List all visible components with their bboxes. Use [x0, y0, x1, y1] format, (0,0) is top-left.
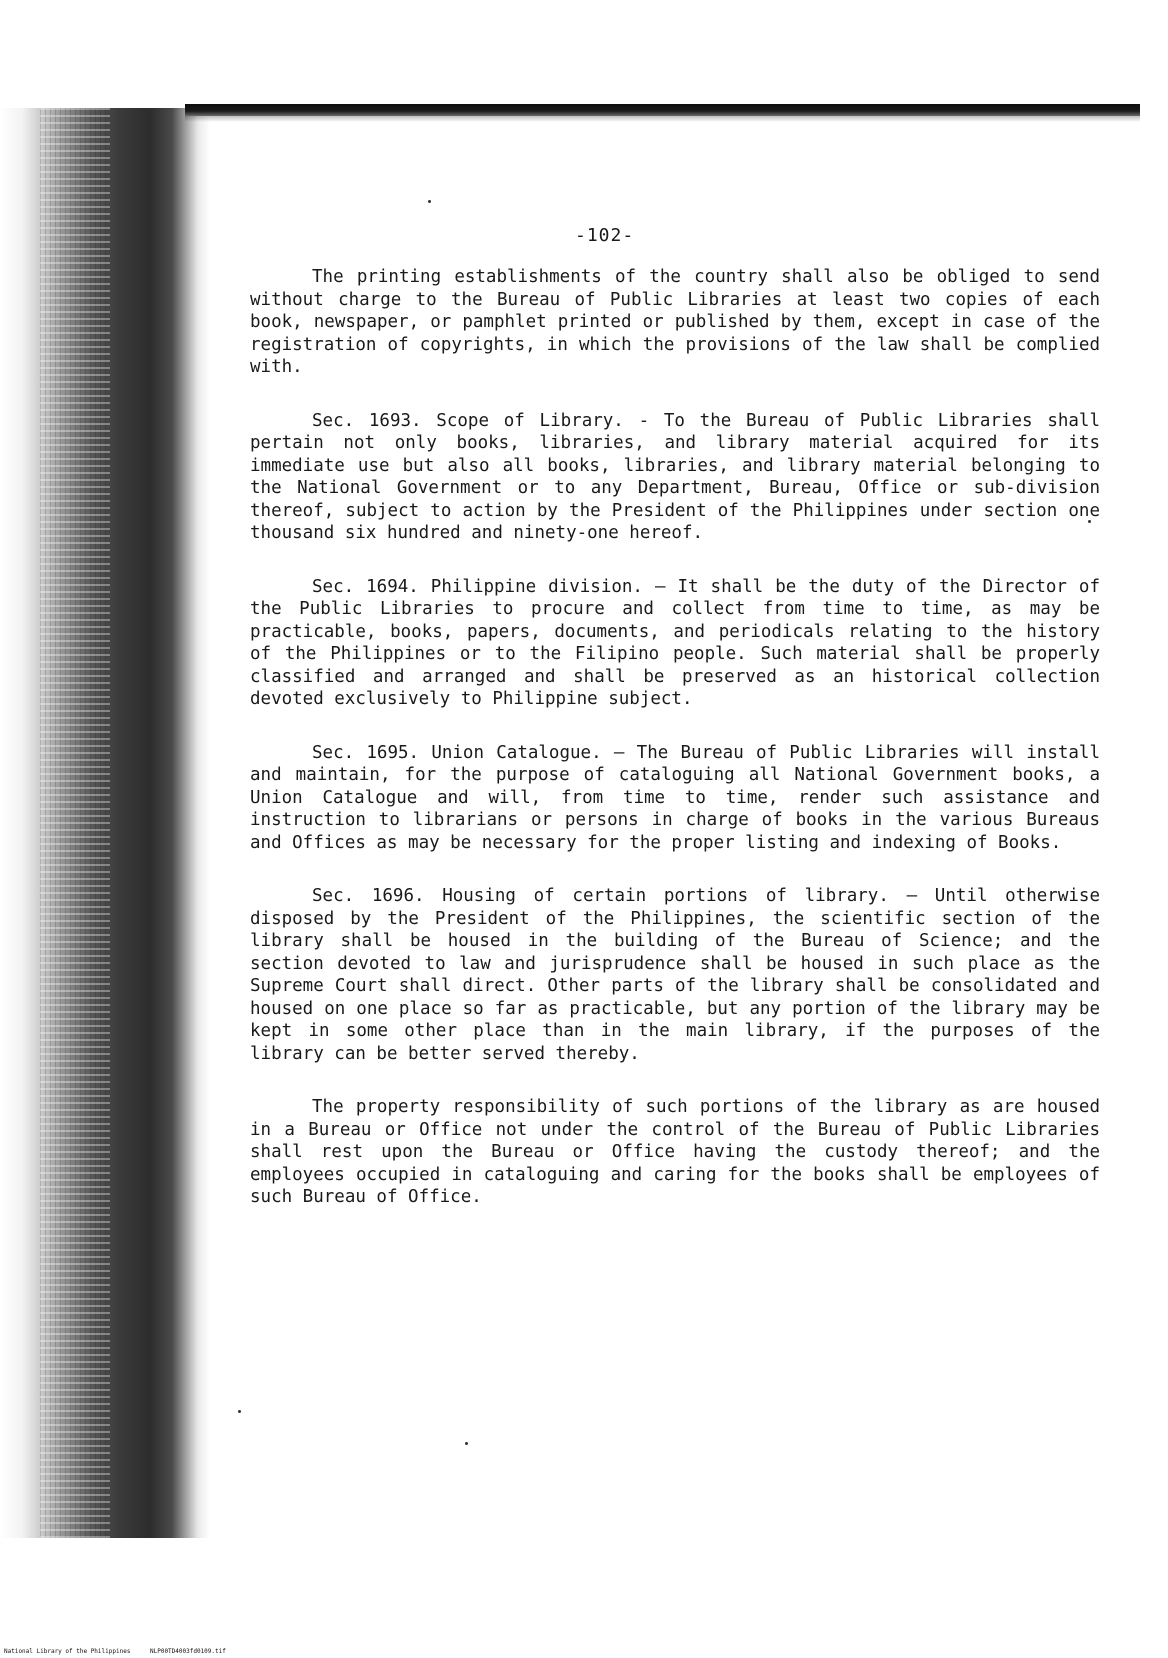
page-number: -102- — [575, 225, 635, 246]
sheet-top-edge-shadow — [185, 116, 1140, 122]
footer-file: NLP00TD4003fd0109.tif — [150, 1648, 226, 1655]
scan-speck — [1088, 520, 1091, 523]
paragraph-sec-1694: Sec. 1694. Philippine division. — It shall be the duty of the Director of the Public Libraries to procure and collect from time to time, as may be practicable, books, papers, documents, and periodicals relating to the history of the Philippines or to the Filipino people. Such material shall be properly classified and arranged and shall be preserved as an historical collection devoted exclusively to Philippine subject. — [250, 576, 1100, 709]
document-body — [250, 266, 1100, 1240]
scan-speck — [465, 1442, 468, 1445]
paragraph-sec-1693: Sec. 1693. Scope of Library. - To the Bureau of Public Libraries shall pertain not only books, libraries, and library material acquired for its immediate use but also all books, libraries, and library material belonging to the National Government or to any Department, Bureau, Office or sub-division thereof, subject to action by the President of the Philippines under section one thousand six hundred and ninety-one hereof. — [250, 410, 1100, 543]
scan-speck — [238, 1410, 241, 1413]
paragraph-property-responsibility: The property responsibility of such portions of the library as are housed in a Bureau or Office not under the control of the Bureau of Public Libraries shall rest upon the Bureau or Office having the custody thereof; and the employees occupied in cataloguing and caring for the books shall be employees of such Bureau of Office. — [250, 1097, 1100, 1207]
sheet-top-edge — [185, 104, 1140, 116]
binding-edge-texture — [40, 108, 110, 1538]
footer-source: National Library of the Philippines — [4, 1648, 131, 1655]
paragraph-printing-establishments: The printing establishments of the country shall also be obliged to send without charge to the Bureau of Public Libraries at least two copies of each book, newspaper, or pamphlet printed or published by them, except in case of the registration of copyrights, in which the provisions of the law shall be complied with. — [250, 267, 1100, 377]
footer — [0, 1638, 1168, 1658]
scan-speck — [428, 200, 431, 203]
paragraph-sec-1696: Sec. 1696. Housing of certain portions of library. — Until otherwise disposed by the President of the Philippines, the scientific section of the library shall be housed in the building of the Bureau of Science; and the section devoted to law and jurisprudence shall be housed in such place as the Supreme Court shall direct. Other parts of the library shall be consolidated and housed on one place so far as practicable, but any portion of the library may be kept in some other place than in the main library, if the purposes of the library can be better served thereby. — [250, 886, 1100, 1064]
paragraph-sec-1695: Sec. 1695. Union Catalogue. — The Bureau of Public Libraries will install and maintain, for the purpose of cataloguing all National Government books, a Union Catalogue and will, from time to time, render such assistance and instruction to librarians or persons in charge of books in the various Bureaus and Offices as may be necessary for the proper listing and indexing of Books. — [250, 742, 1100, 853]
